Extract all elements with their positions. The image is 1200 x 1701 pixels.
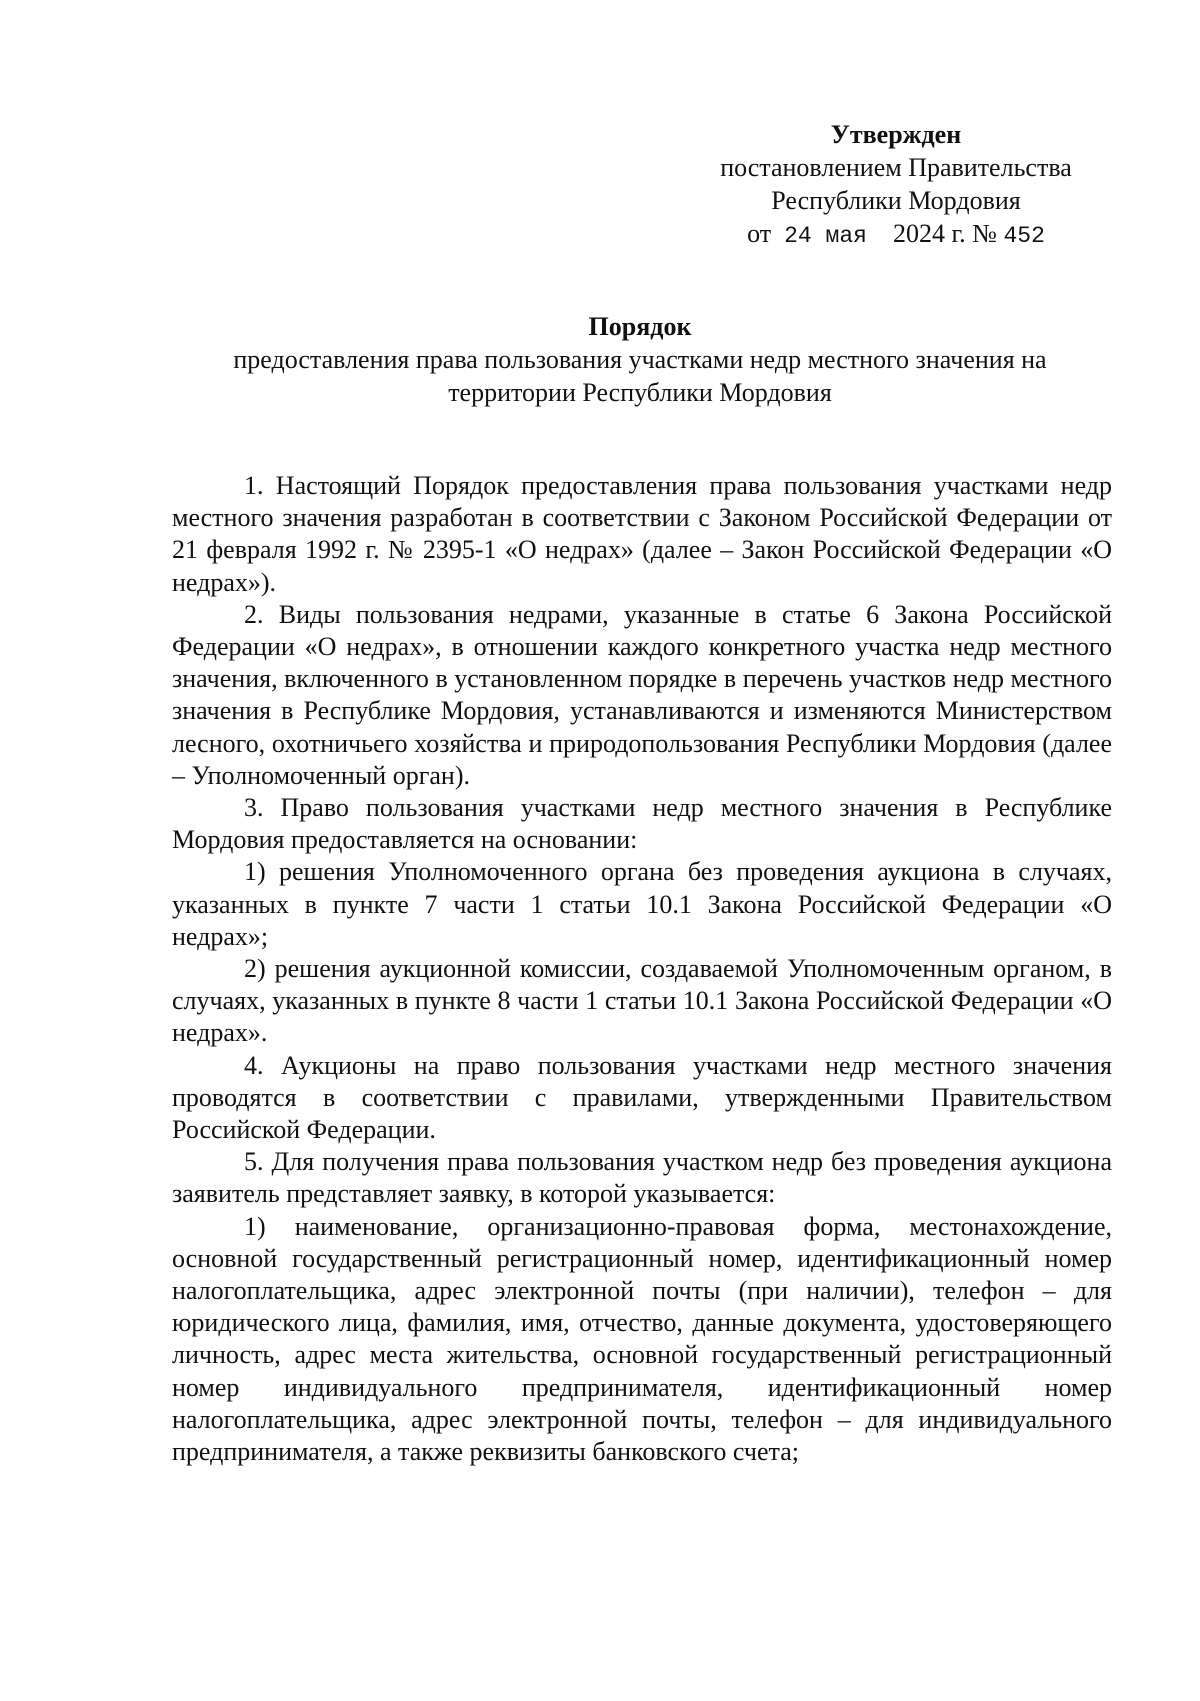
approval-date-line: [676, 217, 1116, 253]
paragraph-3-item-2: 2) решения аукционной комиссии, создаваемой Уполномоченным органом, в случаях, указанных в пункте 8 части 1 статьи 10.1 Закона Российской Федерации «О недрах».: [172, 954, 1112, 1048]
approval-stamp-block: [676, 118, 1116, 253]
date-prefix: от: [747, 219, 772, 248]
paragraph-2: 2. Виды пользования недрами, указанные в статье 6 Закона Российской Федерации «О недрах», в отношении каждого конкретного участка недр местного значения, включенного в установленном порядке в перечень участков недр местного значения в Республике Мордовия, устанавливаются и изменяются Министерством лесного, охотничьего хозяйства и природопользования Республики Мордовия (далее – Уполномоченный орган).: [172, 599, 1112, 790]
document-body: [172, 470, 1112, 1468]
approval-line-republic: Республики Мордовия: [771, 186, 1021, 215]
document-subtitle: предоставления права пользования участками недр местного значения на территории Республики Мордовия: [233, 345, 1047, 407]
approved-heading: Утвержден: [830, 120, 962, 149]
document-title: Порядок: [588, 312, 692, 341]
paragraph-5: 5. Для получения права пользования участком недр без проведения аукциона заявитель представляет заявку, в которой указывается:: [172, 1147, 1112, 1209]
date-day-month: 24 мая: [784, 223, 867, 249]
paragraph-3: 3. Право пользования участками недр местного значения в Республике Мордовия предоставляется на основании:: [172, 793, 1112, 855]
paragraph-3-item-1: 1) решения Уполномоченного органа без проведения аукциона в случаях, указанных в пункте 7 части 1 статьи 10.1 Закона Российской Федерации «О недрах»;: [172, 857, 1112, 951]
document-title-block: [170, 310, 1110, 409]
paragraph-4: 4. Аукционы на право пользования участками недр местного значения проводятся в соответствии с правилами, утвержденными Правительством Российской Федерации.: [172, 1050, 1112, 1145]
date-year: 2024 г. №: [892, 219, 997, 248]
decree-number: 452: [1003, 223, 1045, 249]
paragraph-1: 1. Настоящий Порядок предоставления права пользования участками недр местного значения разработан в соответствии с Законом Российской Федерации от 21 февраля 1992 г. № 2395-1 «О недрах» (далее – Закон Российской Федерации «О недрах»).: [172, 471, 1112, 597]
approval-line-decree: постановлением Правительства: [720, 153, 1072, 182]
paragraph-5-item-1: 1) наименование, организационно-правовая форма, местонахождение, основной государственный регистрационный номер, идентификационный номер налогоплательщика, адрес электронной почты (при наличии), телефон – для юридического лица, фамилия, имя, отчество, данные документа, удостоверяющего личность, адрес места жительства, основной государственный регистрационный номер индивидуального предпринимателя, идентификационный номер налогоплательщика, адрес электронной почты, телефон – для индивидуального предпринимателя, а также реквизиты банковского счета;: [172, 1211, 1112, 1467]
